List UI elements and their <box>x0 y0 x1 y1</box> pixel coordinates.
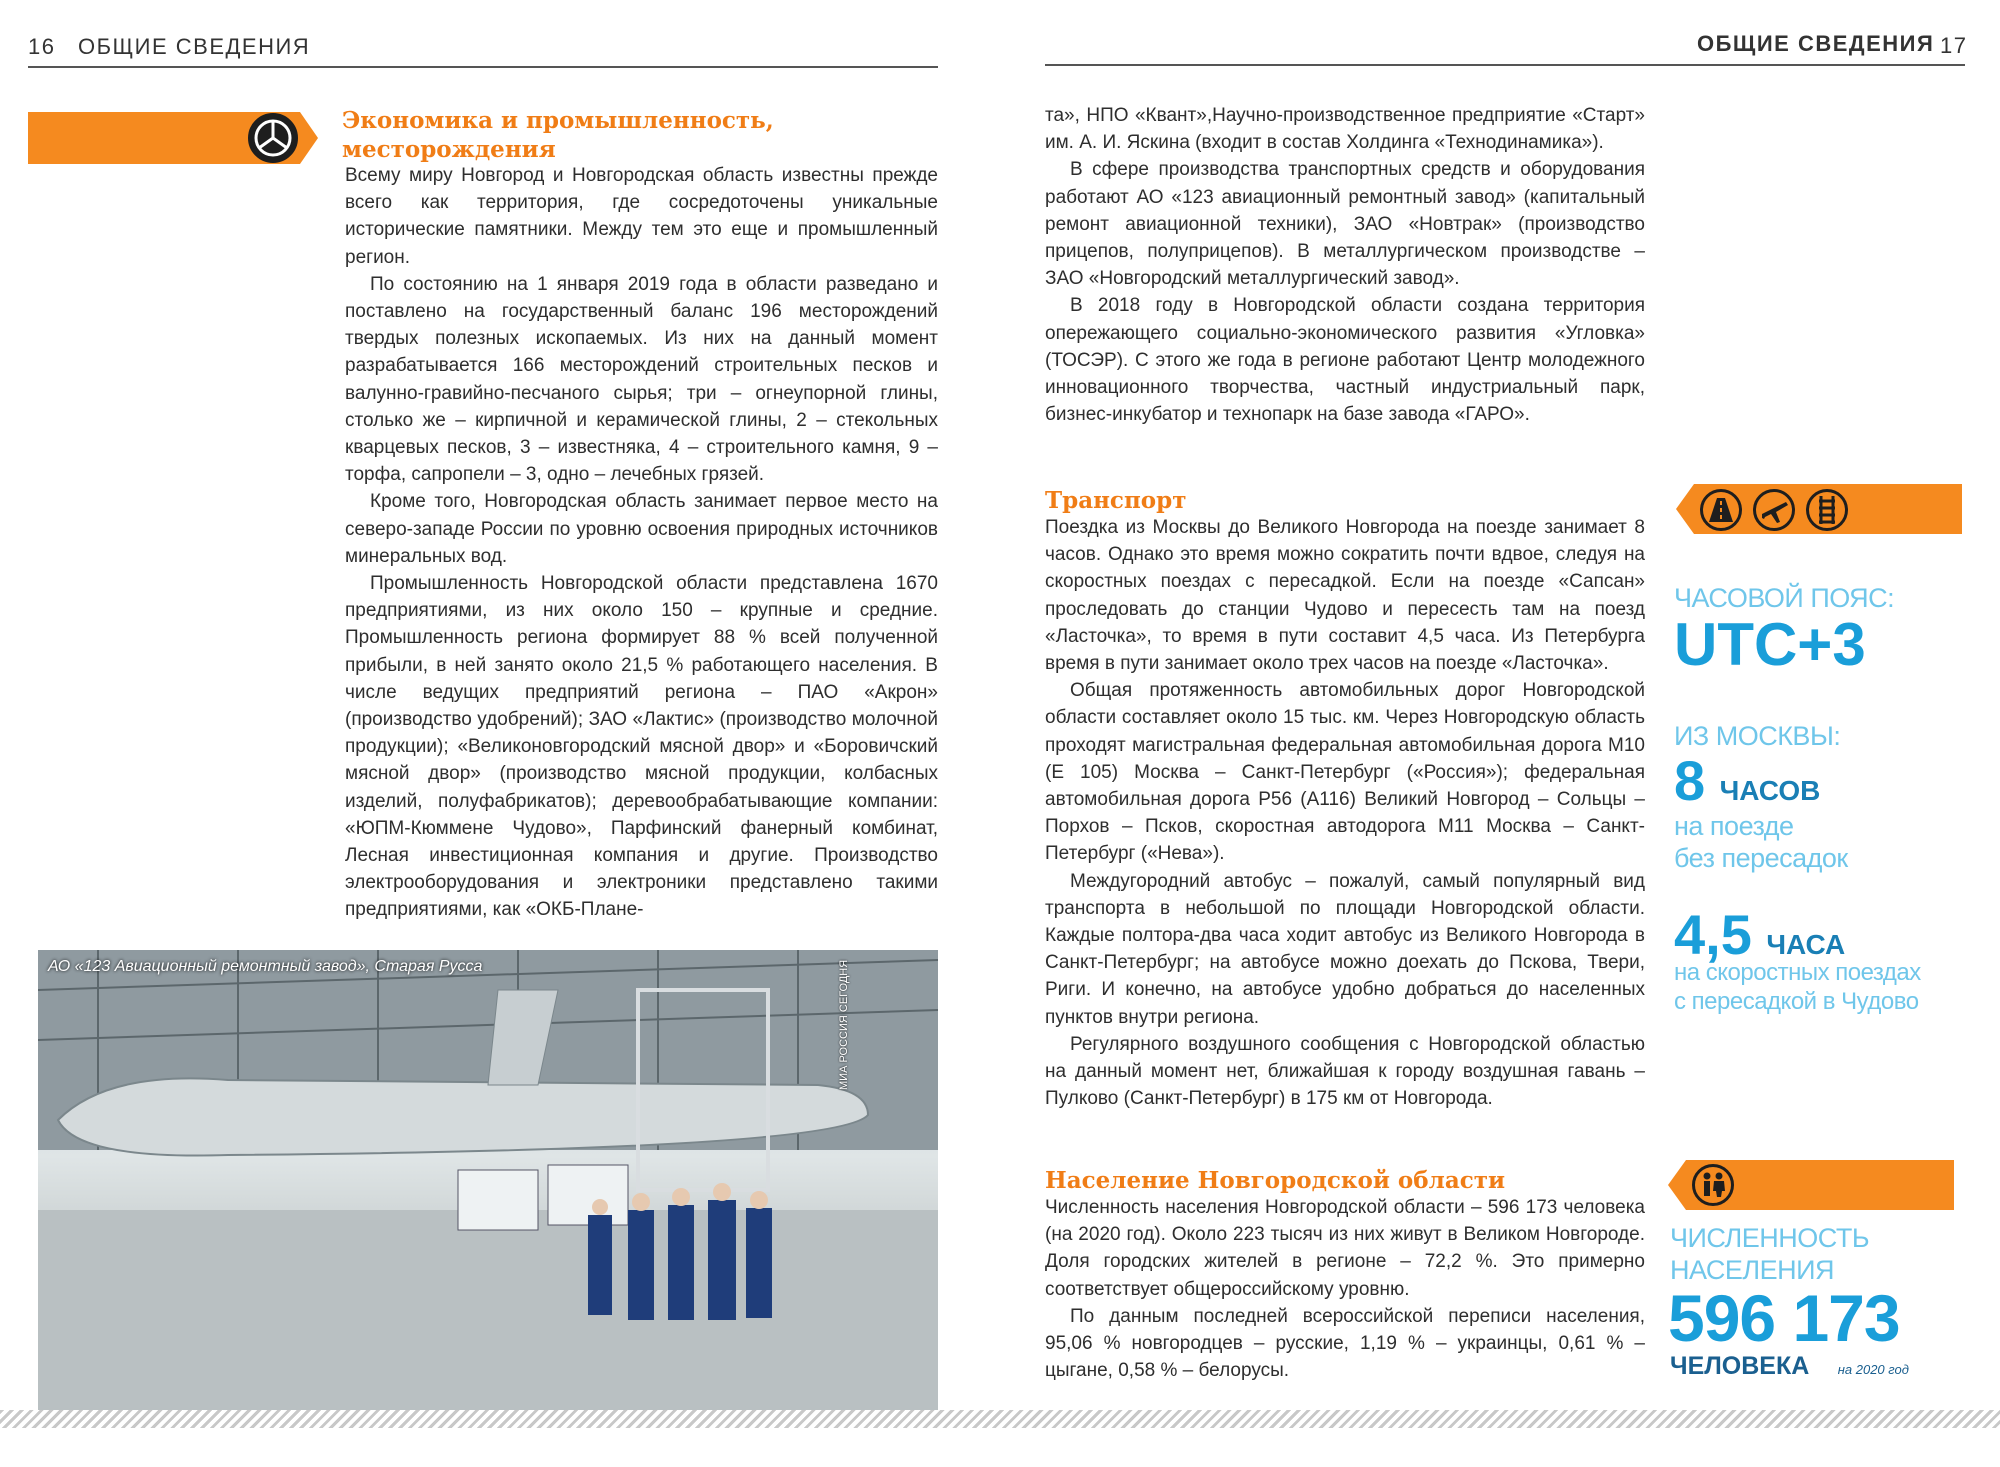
transfer-desc: на скоростных поездах с пересадкой в Чудово <box>1674 959 1921 1015</box>
from-moscow-label: ИЗ МОСКВЫ: <box>1674 721 1841 751</box>
emblem-icon <box>248 113 298 163</box>
paragraph: та», НПО «Квант»,Научно-производственное предприятие «Старт» им. А. И. Яскина (входит в состав Холдинга «Технодинамика»). <box>1045 105 1645 154</box>
paragraph: Междугородний автобус – пожалуй, самый популярный вид транспорта в небольшой по площади Новгородской области. Каждые полтора-два часа ходит автобус из Великого Новгорода в Санкт-Петербург; на автобусе можно доехать до Пскова, Твери, Риги. И конечно, на автобусе удобно добраться до населенных пунктов внутри региона. <box>1045 870 1645 1028</box>
paragraph: В 2018 году в Новгородской области создана территория опережающего социально-экономического развития «Угловка» (ТОСЭР). С этого же года в регионе работают Центр молодежного инновационного творчества, частный индустриальный парк, бизнес-инкубатор и технопарк на базе завода «ГАРО». <box>1045 295 1645 426</box>
continuation-body <box>1045 102 1645 428</box>
section-tab-arrow <box>300 112 318 164</box>
transport-body <box>1045 514 1645 1112</box>
running-title-left: ОБЩИЕ СВЕДЕНИЯ <box>78 34 311 59</box>
paragraph: В сфере производства транспортных средств и оборудования работают АО «123 авиационный ремонтный завод» (капитальный ремонт авиационной техники), ЗАО «Новтрак» (производство прицепов, полуприцепов). В металлургическом производстве – ЗАО «Новгородский металлургический завод». <box>1045 159 1645 290</box>
population-body <box>1045 1194 1645 1384</box>
paragraph: Регулярного воздушного сообщения с Новгородской областью на данный момент нет, ближайшая к городу воздушная гавань – Пулково (Санкт-Петербург) в 175 км от Новгорода. <box>1045 1033 1645 1110</box>
running-title-right: ОБЩИЕ СВЕДЕНИЯ <box>1697 31 1935 56</box>
road-icon <box>1700 489 1742 531</box>
paragraph: Промышленность Новгородской области представлена 1670 предприятиями, из них около 150 – крупные и средние. Промышленность региона формирует 88 % всей полученной прибыли, в ней занято около 21,5 % работающего населения. В числе ведущих предприятий региона – ПАО «Акрон» (производство удобрений); ЗАО «Лактис» (производство молочной продукции); «Великоновгородский мясной двор» и «Боровичский мясной двор» (производство мясной продукции, колбасных изделий, полуфабрикатов); деревообрабатывающие компании: «ЮПМ-Кюммене Чудово», Парфинский фанерный комбинат, Лесная инвестиционная компания и другие. Производство электрооборудования и электроники представлено такими предприятиями, как «ОКБ-Плане- <box>345 573 938 921</box>
page-number-right: 17 <box>1940 33 1968 58</box>
page-number-left: 16 <box>28 34 56 59</box>
paragraph: Всему миру Новгород и Новгородская область известны прежде всего как территория, где сосредоточены уникальные исторические памятники. Между тем это еще и промышленный регион. <box>345 165 938 268</box>
paragraph: Общая протяженность автомобильных дорог Новгородской области составляет около 15 тыс. км. Через Новгородскую область проходят магистральная федеральная автомобильная дорога М10 (Е 105) Москва – Санкт-Петербург («Россия»); федеральная автомобильная дорога Р56 (А116) Великий Новгород – Сольцы – Порхов – Псков, скоростная автодорога М11 Москва – Санкт-Петербург («Нева»). <box>1045 680 1645 865</box>
timezone-value: UTC+3 <box>1674 611 1866 678</box>
transfer-hours-value: 4,5 <box>1674 903 1752 966</box>
airplane-icon <box>1753 489 1795 531</box>
section-tab-arrow <box>1676 484 1694 534</box>
population-year: на 2020 год <box>1837 1362 1909 1377</box>
paragraph: По состоянию на 1 января 2019 года в области разведано и поставлено на государственный баланс 196 месторождений твердых полезных ископаемых. Из них на данный момент разрабатывается 166 месторождений строительных песков и валунно-гравийно-песчаного сырья; три – огнеупорной глины, столько же – кирпичной и керамической глины, 2 – стекольных кварцевых песков, 3 – известняка, 4 – строительного камня, 9 – торфа, сапропели – 3, одно – лечебных грязей. <box>345 273 938 486</box>
direct-hours-unit: ЧАСОВ <box>1719 775 1821 806</box>
header-rule-left <box>28 66 938 68</box>
section-title-transport: Транспорт <box>1045 487 1187 514</box>
section-tab-arrow <box>1668 1160 1686 1210</box>
hangar-illustration <box>38 950 938 1410</box>
railway-icon <box>1806 489 1848 531</box>
paragraph: По данным последней всероссийской переписи населения, 95,06 % новгородцев – русские, 1,19 % – украинцы, 0,61 % – цыгане, 0,58 % – белорусы. <box>1045 1305 1645 1382</box>
factory-photo <box>38 950 938 1410</box>
people-icon <box>1692 1164 1734 1206</box>
population-value: 596 173 <box>1668 1281 1900 1355</box>
timezone-label: ЧАСОВОЙ ПОЯС: <box>1674 583 1895 613</box>
population-unit-row <box>1670 1352 1909 1381</box>
paragraph: Численность населения Новгородской области – 596 173 человека (на 2020 год). Около 223 тысяч из них живут в Великом Новгороде. Доля городских жителей в регионе – 72,2 %. Это примерно соответствует общероссийскому уровню. <box>1045 1197 1645 1300</box>
section-title-economy: Экономика и промышленность, месторождения <box>342 107 774 163</box>
direct-hours-value: 8 <box>1674 749 1706 812</box>
economy-body <box>345 162 938 924</box>
header-rule-right <box>1045 64 1965 66</box>
photo-credit: МИА РОССИЯ СЕГОДНЯ <box>838 959 850 1090</box>
transfer-hours-unit: ЧАСА <box>1766 929 1846 960</box>
direct-desc: на поезде без пересадок <box>1674 811 1848 873</box>
population-label: ЧИСЛЕННОСТЬ НАСЕЛЕНИЯ <box>1670 1223 1870 1285</box>
section-title-population: Население Новгородской области <box>1045 1167 1506 1194</box>
paragraph: Поездка из Москвы до Великого Новгорода на поезде занимает 8 часов. Однако это время можно сократить почти вдвое, следуя на скоростных поездах с пересадкой. Если на поезде «Сапсан» проследовать до станции Чудово и пересесть там на поезд «Ласточка», то время в пути составит 4,5 часа. Из Петербурга время в пути занимает около трех часов на поезде «Ласточка». <box>1045 517 1645 675</box>
population-unit: ЧЕЛОВЕКА <box>1670 1352 1810 1380</box>
photo-caption: АО «123 Авиационный ремонтный завод», Старая Русса <box>48 958 483 975</box>
direct-train-stat <box>1674 748 1820 813</box>
paragraph: Кроме того, Новгородская область занимает первое место на северо-западе России по уровню освоения природных источников минеральных вод. <box>345 491 938 567</box>
decorative-hatch-strip <box>0 1410 2000 1428</box>
